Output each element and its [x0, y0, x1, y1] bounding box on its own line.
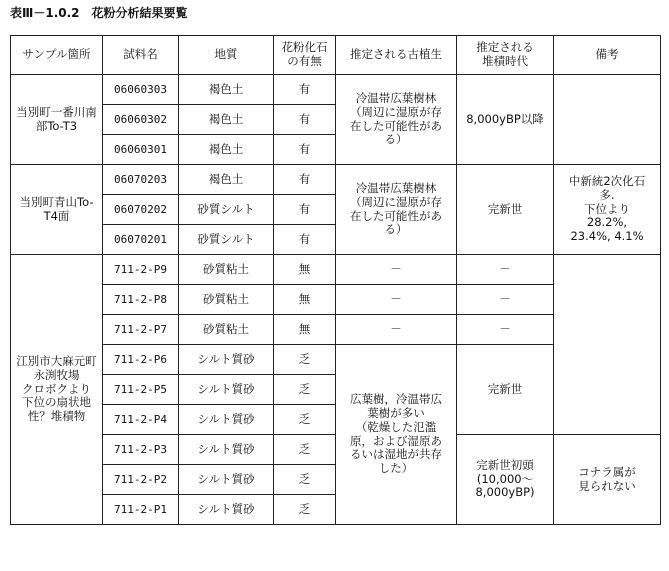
pollen-cell: 無: [274, 315, 336, 345]
geology-cell: 砂質シルト: [179, 225, 274, 255]
pollen-cell: 有: [274, 135, 336, 165]
remarks-cell: コナラ属が 見られない: [554, 435, 661, 525]
specimen-cell: 06060301: [103, 135, 179, 165]
geology-cell: シルト質砂: [179, 345, 274, 375]
pollen-cell: 有: [274, 105, 336, 135]
pollen-cell: 有: [274, 75, 336, 105]
geology-cell: 砂質シルト: [179, 195, 274, 225]
remarks-cell: 中新統2次化石 多. 下位より 28.2%, 23.4%, 4.1%: [554, 165, 661, 255]
header-row: [11, 36, 661, 75]
remarks-cell: [554, 255, 661, 435]
deposition-era-cell: 完新世初頭 (10,000～ 8,000yBP): [457, 435, 554, 525]
pollen-cell: 有: [274, 225, 336, 255]
pollen-cell: 乏: [274, 495, 336, 525]
header-specimen-name: 試料名: [103, 36, 179, 75]
deposition-era-cell: －: [457, 255, 554, 285]
geology-cell: 褐色土: [179, 135, 274, 165]
pollen-cell: 乏: [274, 435, 336, 465]
specimen-cell: 06060302: [103, 105, 179, 135]
deposition-era-cell: －: [457, 285, 554, 315]
paleo-vegetation-cell: －: [336, 315, 457, 345]
deposition-era-cell: 完新世: [457, 345, 554, 435]
paleo-vegetation-cell: －: [336, 255, 457, 285]
table-row: [11, 75, 661, 105]
table-row: [11, 255, 661, 285]
geology-cell: シルト質砂: [179, 465, 274, 495]
pollen-cell: 乏: [274, 375, 336, 405]
geology-cell: シルト質砂: [179, 435, 274, 465]
specimen-cell: 711-2-P5: [103, 375, 179, 405]
pollen-cell: 乏: [274, 405, 336, 435]
pollen-cell: 無: [274, 285, 336, 315]
header-paleo-vegetation: 推定される古植生: [336, 36, 457, 75]
specimen-cell: 711-2-P8: [103, 285, 179, 315]
header-deposition-era: 推定される 堆積時代: [457, 36, 554, 75]
specimen-cell: 711-2-P2: [103, 465, 179, 495]
deposition-era-cell: 完新世: [457, 165, 554, 255]
geology-cell: 褐色土: [179, 165, 274, 195]
paleo-vegetation-cell: 冷温帯広葉樹林 （周辺に湿原が存 在した可能性があ る）: [336, 165, 457, 255]
paleo-vegetation-cell: －: [336, 285, 457, 315]
geology-cell: シルト質砂: [179, 495, 274, 525]
header-pollen-presence: 花粉化石 の有無: [274, 36, 336, 75]
pollen-cell: 乏: [274, 465, 336, 495]
specimen-cell: 06070203: [103, 165, 179, 195]
specimen-cell: 711-2-P3: [103, 435, 179, 465]
remarks-cell: [554, 75, 661, 165]
header-remarks: 備考: [554, 36, 661, 75]
pollen-cell: 有: [274, 195, 336, 225]
specimen-cell: 06070201: [103, 225, 179, 255]
pollen-cell: 有: [274, 165, 336, 195]
paleo-vegetation-cell: 広葉樹，冷温帯広 葉樹が多い （乾燥した氾濫 原，および湿原あ るいは湿地が共存 した）: [336, 345, 457, 525]
header-sample-location: サンプル箇所: [11, 36, 103, 75]
paleo-vegetation-cell: 冷温帯広葉樹林 （周辺に湿原が存 在した可能性があ る）: [336, 75, 457, 165]
specimen-cell: 711-2-P6: [103, 345, 179, 375]
geology-cell: 砂質粘土: [179, 285, 274, 315]
deposition-era-cell: 8,000yBP以降: [457, 75, 554, 165]
pollen-analysis-table: [10, 35, 661, 525]
geology-cell: 砂質粘土: [179, 315, 274, 345]
geology-cell: 砂質粘土: [179, 255, 274, 285]
geology-cell: 褐色土: [179, 75, 274, 105]
specimen-cell: 711-2-P7: [103, 315, 179, 345]
pollen-cell: 無: [274, 255, 336, 285]
specimen-cell: 711-2-P1: [103, 495, 179, 525]
deposition-era-cell: －: [457, 315, 554, 345]
specimen-cell: 711-2-P4: [103, 405, 179, 435]
specimen-cell: 06060303: [103, 75, 179, 105]
sample-location-cell: 当別町一番川南部To-T3: [11, 75, 103, 165]
header-geology: 地質: [179, 36, 274, 75]
geology-cell: 褐色土: [179, 105, 274, 135]
geology-cell: シルト質砂: [179, 405, 274, 435]
specimen-cell: 06070202: [103, 195, 179, 225]
geology-cell: シルト質砂: [179, 375, 274, 405]
table-caption: 表Ⅲ－1.0.2 花粉分析結果要覧: [10, 6, 188, 20]
pollen-cell: 乏: [274, 345, 336, 375]
table-row: [11, 165, 661, 195]
specimen-cell: 711-2-P9: [103, 255, 179, 285]
sample-location-cell: 当別町青山To-T4面: [11, 165, 103, 255]
sample-location-cell: 江別市大麻元町 永渕牧場 クロボクより 下位の扇状地 性？堆積物: [11, 255, 103, 525]
